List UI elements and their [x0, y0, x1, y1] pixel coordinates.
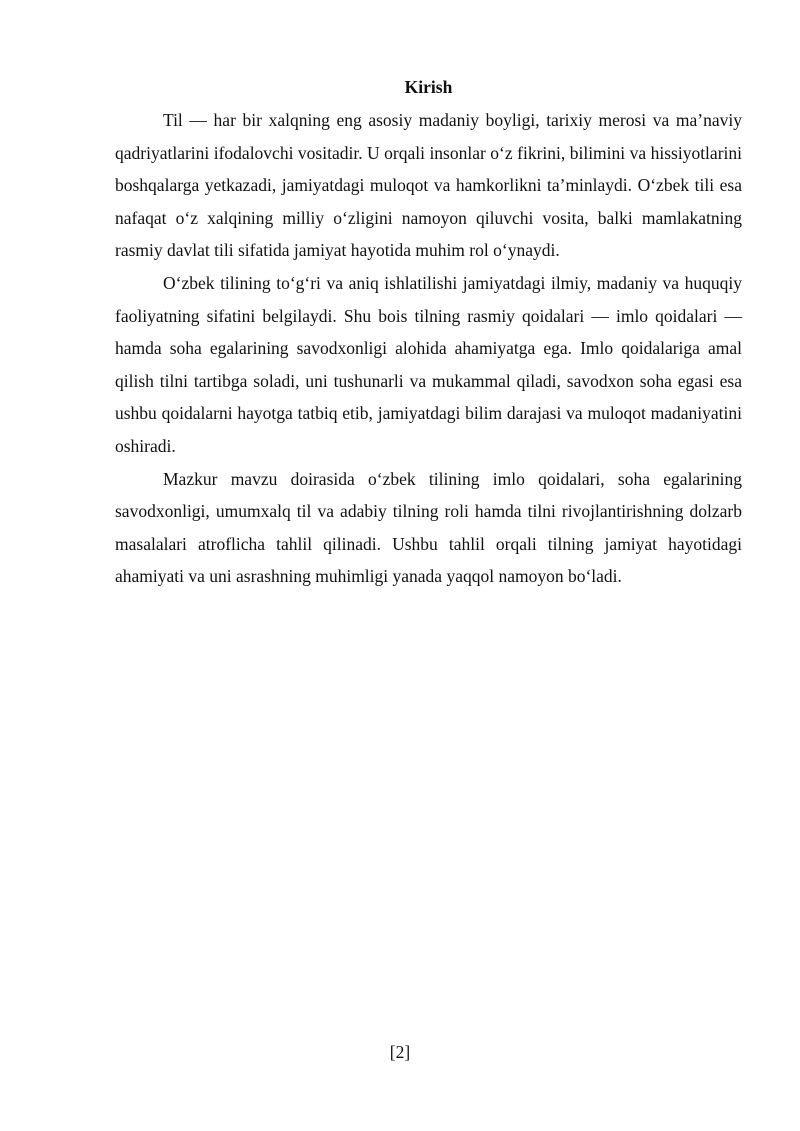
paragraph-2: O‘zbek tilining to‘g‘ri va aniq ishlatilishi jamiyatdagi ilmiy, madaniy va huquqiy faoliyatning sifatini belgilaydi. Shu bois tilning rasmiy qoidalari — imlo qoidalari — hamda soha egalarining savodxonligi alohida ahamiyatga ega. Imlo qoidalariga amal qilish tilni tartibga soladi, uni tushunarli va mukammal qiladi, savodxon soha egasi esa ushbu qoidalarni hayotga tatbiq etib, jamiyatdagi bilim darajasi va muloqot madaniyatini oshiradi. [115, 272, 742, 456]
page-number: [2] [389, 1042, 411, 1062]
section-heading: Kirish [404, 77, 453, 97]
paragraph-1: Til — har bir xalqning eng asosiy madaniy boyligi, tarixiy merosi va ma’naviy qadriyatlarini ifodalovchi vositadir. U orqali insonlar o‘z fikrini, bilimini va hissiyotlarini boshqalarga yetkazadi, jamiyatdagi muloqot va hamkorlikni ta’minlaydi. O‘zbek tili esa nafaqat o‘z xalqining milliy o‘zligini namoyon qiluvchi vosita, balki mamlakatning rasmiy davlat tili sifatida jamiyat hayotida muhim rol o‘ynaydi. [115, 110, 742, 261]
paragraph-3: Mazkur mavzu doirasida o‘zbek tilining imlo qoidalari, soha egalarining savodxonligi, umumxalq til va adabiy tilning roli hamda tilni rivojlantirishning dolzarb masalalari atroflicha tahlil qilinadi. Ushbu tahlil orqali tilning jamiyat hayotidagi ahamiyati va uni asrashning muhimligi yanada yaqqol namoyon bo‘ladi. [115, 468, 742, 587]
document-body [115, 74, 742, 593]
